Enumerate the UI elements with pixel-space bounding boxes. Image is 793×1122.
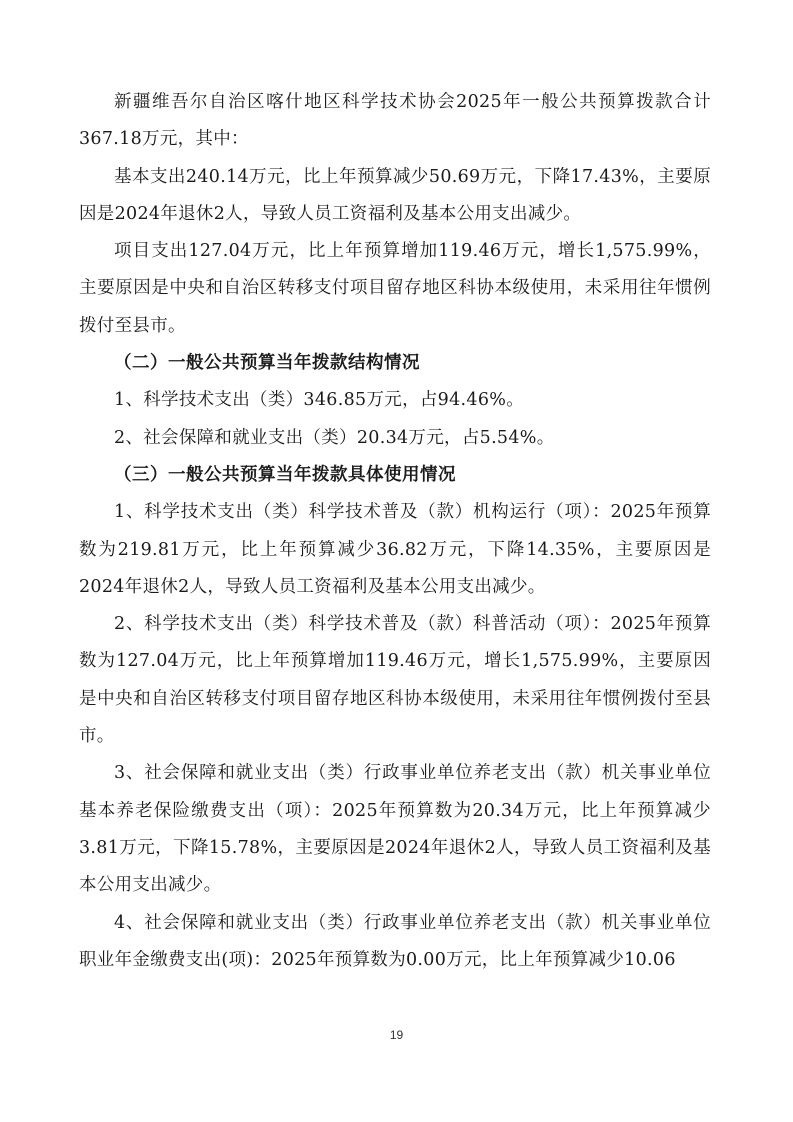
list-item-institution-operation: 1、科学技术支出（类）科学技术普及（款）机构运行（项）：2025年预算数为219.81万元，比上年预算减少36.82万元，下降14.35%，主要原因是2024年退休2人，导致人员工资福利及基本公用支出减少。 — [79, 502, 711, 597]
paragraph-project-expenditure: 项目支出127.04万元，比上年预算增加119.46万元，增长1,575.99%，主要原因是中央和自治区转移支付项目留存地区科协本级使用，未采用往年惯例拨付至县市。 — [79, 241, 711, 336]
page-number: 19 — [389, 1028, 404, 1042]
paragraph-budget-total: 新疆维吾尔自治区喀什地区科学技术协会2025年一般公共预算拨款合计367.18万元，其中： — [79, 92, 711, 150]
paragraph-basic-expenditure: 基本支出240.14万元，比上年预算减少50.69万元，下降17.43%，主要原因是2024年退休2人，导致人员工资福利及基本公用支出减少。 — [79, 166, 711, 224]
section-heading-structure: （二）一般公共预算当年拨款结构情况 — [114, 353, 420, 374]
list-item-basic-pension: 3、社会保障和就业支出（类）行政事业单位养老支出（款）机关事业单位基本养老保险缴费支出（项）：2025年预算数为20.34万元，比上年预算减少3.81万元，下降15.78%，主要原因是2024年退休2人，导致人员工资福利及基本公用支出减少。 — [79, 763, 711, 896]
list-item-occupational-annuity: 4、社会保障和就业支出（类）行政事业单位养老支出（款）机关事业单位职业年金缴费支出(项)：2025年预算数为0.00万元，比上年预算减少10.06 — [79, 912, 711, 970]
body-text — [79, 84, 711, 979]
section-heading-usage: （三）一般公共预算当年拨款具体使用情况 — [114, 464, 456, 485]
list-item-science-popularization: 2、科学技术支出（类）科学技术普及（款）科普活动（项）：2025年预算数为127.04万元，比上年预算增加119.46万元，增长1,575.99%，主要原因是中央和自治区转移支付项目留存地区科协本级使用，未采用往年惯例拨付至县市。 — [79, 614, 711, 747]
list-item-social-security: 2、社会保障和就业支出（类）20.34万元，占5.54%。 — [114, 427, 555, 448]
list-item-science-tech: 1、科学技术支出（类）346.85万元，占94.46%。 — [114, 390, 524, 411]
